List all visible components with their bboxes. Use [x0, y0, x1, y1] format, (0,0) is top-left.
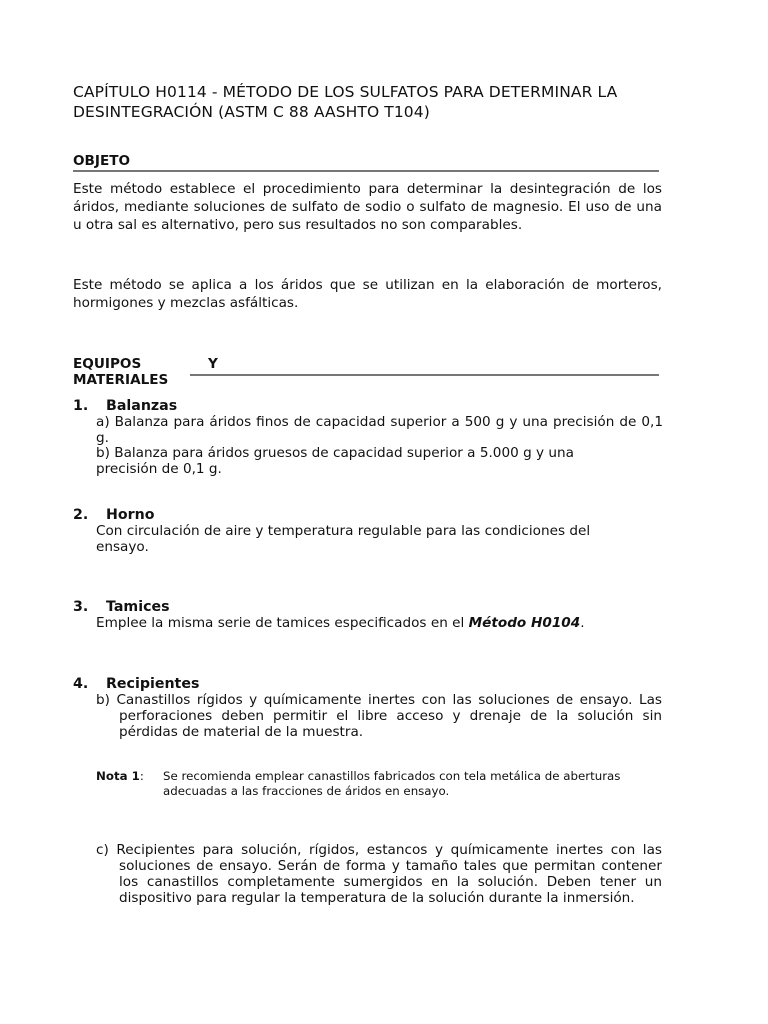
chapter-title: CAPÍTULO H0114 - MÉTODO DE LOS SULFATOS PARA DETERMINAR LA DESINTEGRACIÓN (ASTM C 88 AASHTO T104) — [73, 83, 618, 121]
objeto-heading: OBJETO — [73, 153, 131, 169]
item-3-number: 3. — [73, 599, 89, 615]
note-label: Nota 1 — [96, 769, 140, 783]
item-1-title: Balanzas — [106, 398, 178, 414]
equipos-rule — [190, 374, 659, 376]
materiales-heading: MATERIALES — [73, 372, 169, 388]
item-2-text: Con circulación de aire y temperatura regulable para las condiciones del ensayo. — [96, 523, 591, 555]
method-reference: Método H0104 — [468, 615, 581, 631]
note-1-text: Se recomienda emplear canastillos fabricados con tela metálica de aberturas adecuadas a las fracciones de áridos en ensayo. — [163, 769, 621, 798]
item-4-number: 4. — [73, 676, 89, 692]
item-4-title: Recipientes — [106, 676, 200, 692]
item-3-text-post: . — [580, 615, 585, 631]
note-colon: : — [139, 769, 144, 783]
item-4-heading — [73, 676, 199, 692]
item-4-sub-b: b) Canastillos rígidos y químicamente inertes con las soluciones de ensayo. Las perforaciones deben permitir el libre acceso y drenaje de la solución sin pérdidas de material de la muestra. — [96, 692, 662, 740]
objeto-paragraph-1: Este método establece el procedimiento para determinar la desintegración de los áridos, mediante soluciones de sulfato de sodio o sulfato de magnesio. El uso de una u otra sal es alternativo, pero sus resultados no son comparables. — [73, 181, 662, 233]
item-3-heading — [73, 599, 170, 615]
item-3-text — [96, 615, 656, 631]
item-1-heading — [73, 398, 177, 414]
item-2-number: 2. — [73, 507, 89, 523]
item-1-sub-b: b) Balanza para áridos gruesos de capacidad superior a 5.000 g y una precisión de 0,1 g. — [96, 445, 574, 477]
note-1-label — [96, 769, 144, 784]
item-3-text-pre: Emplee la misma serie de tamices especificados en el — [96, 615, 469, 631]
item-1-sub-a: a) Balanza para áridos finos de capacidad superior a 500 g y una precisión de 0,1 g. — [96, 414, 663, 446]
objeto-rule — [73, 170, 659, 172]
equipos-heading-y: Y — [208, 356, 218, 372]
item-3-title: Tamices — [106, 599, 170, 615]
item-1-number: 1. — [73, 398, 89, 414]
objeto-paragraph-2: Este método se aplica a los áridos que se utilizan en la elaboración de morteros, hormigones y mezclas asfálticas. — [73, 277, 662, 311]
item-2-title: Horno — [106, 507, 155, 523]
equipos-heading: EQUIPOS — [73, 356, 142, 372]
item-2-heading — [73, 507, 154, 523]
item-4-sub-c: c) Recipientes para solución, rígidos, estancos y químicamente inertes con las soluciones de ensayo. Serán de forma y tamaño tales que permitan contener los canastillos completamente sumergidos en la solución. Deben tener un dispositivo para regular la temperatura de la solución durante la inmersión. — [96, 842, 662, 906]
